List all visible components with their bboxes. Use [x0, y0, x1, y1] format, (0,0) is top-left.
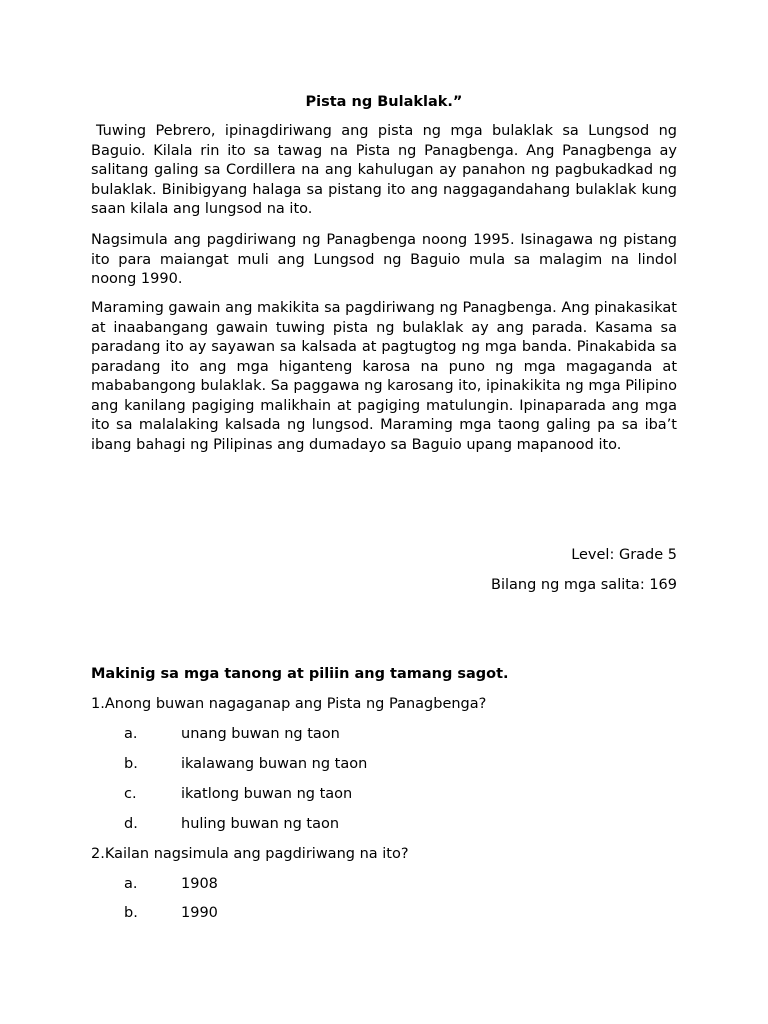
choice-text: unang buwan ng taon	[181, 726, 340, 742]
word-count: Bilang ng mga salita: 169	[491, 577, 677, 593]
question-1-choice-a	[124, 724, 624, 744]
question-2: 2.Kailan nagsimula ang pagdiriwang na ito?	[91, 846, 409, 862]
choice-text: huling buwan ng taon	[181, 816, 340, 832]
choice-letter: c.	[124, 786, 137, 802]
paragraph-3: Maraming gawain ang makikita sa pagdiriwang ng Panagbenga. Ang pinakasikat at inaabangang gawain tuwing pista ng bulaklak ay ang parada. Kasama sa paradang ito ay sayawan sa kalsada at pagtugtog ng mga banda. Pinakabida sa paradang ito ang mga higanteng karosa na puno ng mga magaganda at mababangong bulaklak. Sa paggawa ng karosang ito, ipinakikita ng mga Pilipino ang kanilang pagiging malikhain at pagiging matulungin. Ipinaparada ang mga ito sa malalaking kalsada ng lungsod. Maraming mga taong galing pa sa iba’t ibang bahagi ng Pilipinas ang dumadayo sa Baguio upang mapanood ito.	[91, 300, 677, 453]
question-2-choice-a	[124, 874, 624, 894]
choice-letter: a.	[124, 726, 138, 742]
choice-letter: a.	[124, 876, 138, 892]
question-1-choice-d	[124, 814, 624, 834]
document-title: Pista ng Bulaklak.”	[305, 94, 463, 110]
grade-level: Level: Grade 5	[571, 547, 677, 563]
question-1: 1.Anong buwan nagaganap ang Pista ng Panagbenga?	[91, 696, 487, 712]
choice-text: ikalawang buwan ng taon	[181, 756, 368, 772]
quiz-instructions: Makinig sa mga tanong at piliin ang tamang sagot.	[91, 666, 509, 682]
paragraph-2: Nagsimula ang pagdiriwang ng Panagbenga noong 1995. Isinagawa ng pistang ito para maiangat muli ang Lungsod ng Baguio mula sa malagim na lindol noong 1990.	[91, 232, 677, 287]
paragraph-1: Tuwing Pebrero, ipinagdiriwang ang pista ng mga bulaklak sa Lungsod ng Baguio. Kilala rin ito sa tawag na Pista ng Panagbenga. Ang Panagbenga ay salitang galing sa Cordillera na ang kahulugan ay panahon ng pagbukadkad ng bulaklak. Binibigyang halaga sa pistang ito ang naggagandahang bulaklak kung saan kilala ang lungsod na ito.	[91, 123, 677, 217]
choice-letter: b.	[124, 756, 138, 772]
choice-text: 1908	[181, 876, 218, 892]
choice-text: 1990	[181, 905, 218, 921]
choice-letter: b.	[124, 905, 138, 921]
choice-letter: d.	[124, 816, 138, 832]
choice-text: ikatlong buwan ng taon	[181, 786, 353, 802]
question-2-choice-b	[124, 903, 624, 923]
question-1-choice-b	[124, 754, 624, 774]
question-1-choice-c	[124, 784, 624, 804]
